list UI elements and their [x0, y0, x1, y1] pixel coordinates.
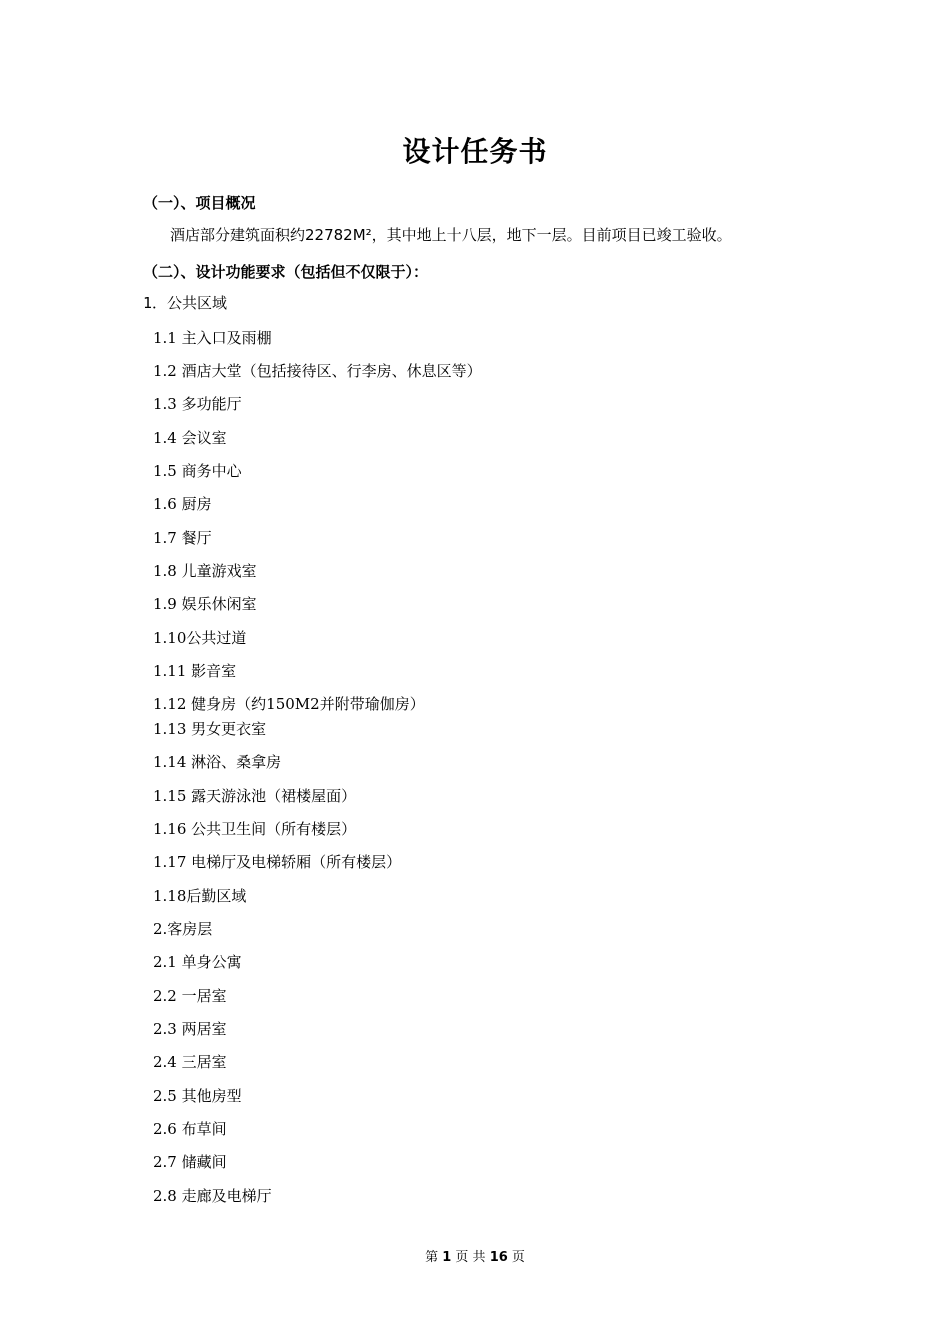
list-item: 1.5 商务中心: [153, 462, 242, 480]
list-item: 2.3 两居室: [153, 1020, 227, 1038]
list-item: 2.8 走廊及电梯厅: [153, 1187, 272, 1205]
subheading-public-area: 1．公共区域: [143, 294, 228, 312]
list-item: 1.15 露天游泳池（裙楼屋面）: [153, 787, 357, 805]
list-item: 1.2 酒店大堂（包括接待区、行李房、休息区等）: [153, 362, 482, 380]
list-item: 2.2 一居室: [153, 987, 227, 1005]
list-item: 2.4 三居室: [153, 1053, 227, 1071]
list-item: 1.13 男女更衣室: [153, 720, 267, 738]
footer-mid: 页 共: [455, 1250, 486, 1265]
overview-paragraph: 酒店部分建筑面积约22782M²，其中地上十八层，地下一层。目前项目已竣工验收。: [170, 226, 732, 244]
list-item: 1.17 电梯厅及电梯轿厢（所有楼层）: [153, 853, 402, 871]
page-footer: [0, 1246, 950, 1265]
footer-prefix: 第: [425, 1250, 439, 1265]
list-item: 1.6 厨房: [153, 495, 212, 513]
footer-suffix: 页: [511, 1250, 525, 1265]
footer-page-number: 1: [442, 1250, 452, 1265]
list-item: 2.客房层: [153, 920, 213, 938]
list-item: 1.18后勤区域: [153, 887, 247, 905]
list-item: 1.3 多功能厅: [153, 395, 242, 413]
list-item: 2.1 单身公寓: [153, 953, 242, 971]
list-item: 1.9 娱乐休闲室: [153, 595, 257, 613]
list-item: 2.6 布草间: [153, 1120, 227, 1138]
section-heading-requirements: （二）、设计功能要求（包括但不仅限于）：: [143, 263, 429, 281]
list-item: 1.10公共过道: [153, 629, 247, 647]
list-item: 1.4 会议室: [153, 429, 227, 447]
list-item: 1.1 主入口及雨棚: [153, 329, 272, 347]
list-item: 1.16 公共卫生间（所有楼层）: [153, 820, 357, 838]
list-item: 1.8 儿童游戏室: [153, 562, 257, 580]
list-item: 1.12 健身房（约150M2并附带瑜伽房）: [153, 695, 425, 713]
list-item: 2.7 储藏间: [153, 1153, 227, 1171]
page-title: 设计任务书: [402, 135, 548, 168]
list-item: 1.7 餐厅: [153, 529, 212, 547]
list-item: 2.5 其他房型: [153, 1087, 242, 1105]
list-item: 1.14 淋浴、桑拿房: [153, 753, 282, 771]
footer-total-pages: 16: [489, 1250, 508, 1265]
section-heading-overview: （一）、项目概况: [143, 194, 256, 212]
list-item: 1.11 影音室: [153, 662, 237, 680]
